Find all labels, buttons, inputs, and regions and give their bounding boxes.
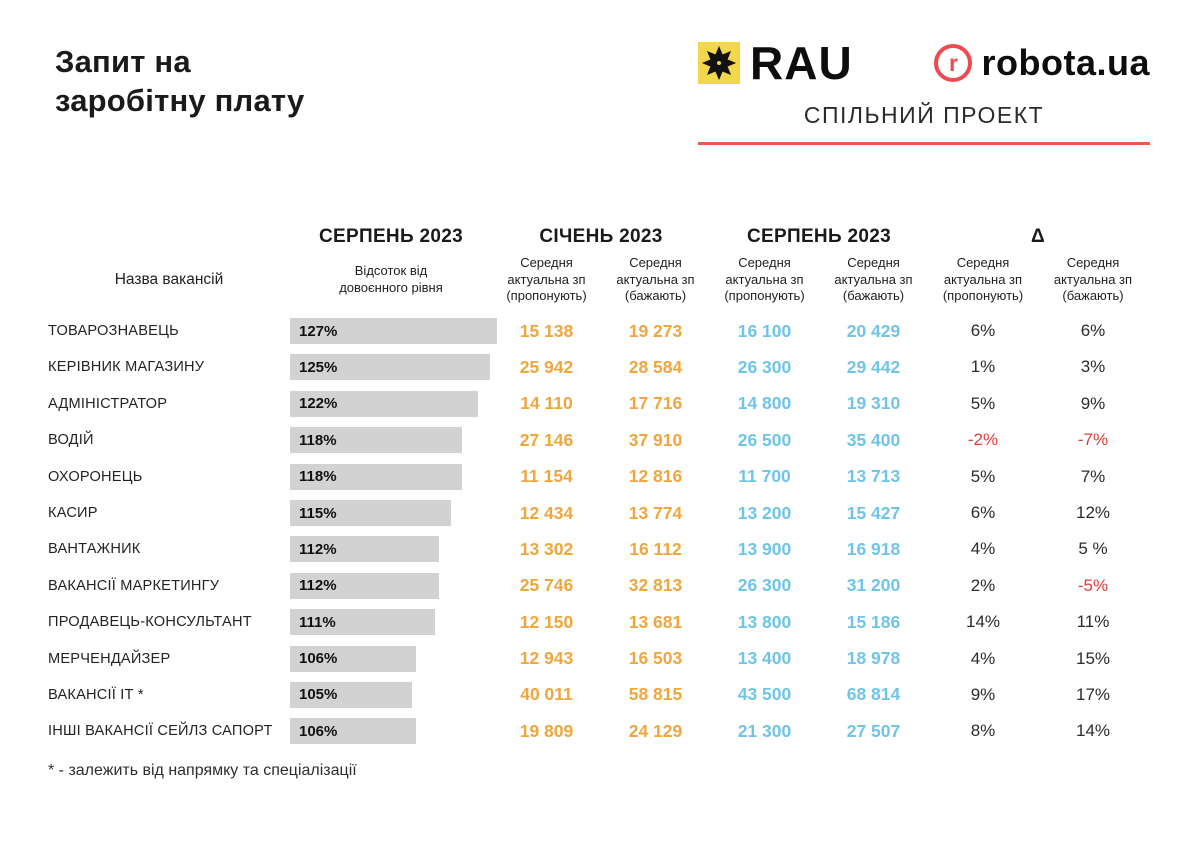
aug-want-value: 18 978: [846, 648, 901, 669]
prewar-pct-bar-cell: [290, 646, 492, 672]
prewar-pct-label: 112%: [299, 577, 337, 595]
group-header-aug: СЕРПЕНЬ 2023: [747, 226, 891, 247]
prewar-pct-bar-cell: [290, 318, 492, 344]
aug-want-value: 31 200: [846, 575, 901, 596]
jan-offer-value: 12 434: [519, 502, 574, 523]
aug-offer-value: 13 800: [737, 611, 792, 632]
job-name: ТОВАРОЗНАВЕЦЬ: [48, 323, 179, 340]
prewar-pct-bar: [290, 536, 439, 562]
prewar-pct-bar: [290, 682, 412, 708]
group-header-delta: Δ: [1031, 226, 1045, 247]
sub-header-row: [48, 255, 1152, 305]
delta-offer-value: 5%: [970, 393, 996, 413]
aug-want-value: 35 400: [846, 429, 901, 450]
delta-offer-value: 5%: [970, 466, 996, 486]
prewar-pct-bar-cell: [290, 682, 492, 708]
rau-star-icon: [698, 42, 740, 84]
page-title: [55, 42, 305, 121]
jan-offer-value: 25 746: [519, 575, 574, 596]
jan-offer-value: 25 942: [519, 356, 574, 377]
prewar-pct-bar-cell: [290, 354, 492, 380]
prewar-pct-bar-cell: [290, 427, 492, 453]
column-header-job-name: Назва вакансій: [114, 271, 224, 289]
table-row: [48, 713, 1152, 749]
delta-offer-value: 6%: [970, 503, 996, 523]
robota-circle-icon: r: [934, 44, 972, 82]
job-name: ПРОДАВЕЦЬ-КОНСУЛЬТАНТ: [48, 614, 252, 631]
prewar-pct-bar-cell: [290, 573, 492, 599]
jan-offer-value: 14 110: [520, 393, 573, 414]
table-row: [48, 422, 1152, 458]
aug-offer-value: 13 900: [737, 538, 792, 559]
prewar-pct-bar: [290, 354, 490, 380]
prewar-pct-bar: [290, 718, 416, 744]
job-name: ВОДІЙ: [48, 432, 94, 449]
column-header-delta-want: Середня актуальна зп (бажають): [1053, 255, 1133, 304]
jan-want-value: 16 503: [628, 648, 683, 669]
aug-want-value: 15 186: [846, 611, 901, 632]
table-row: [48, 568, 1152, 604]
aug-want-value: 19 310: [846, 393, 901, 414]
page-title-line2: заробітну плату: [55, 83, 305, 119]
delta-want-value: 7%: [1080, 466, 1106, 486]
delta-want-value: 5 %: [1078, 539, 1108, 559]
table-row: [48, 349, 1152, 385]
salary-table: [48, 226, 1152, 750]
prewar-pct-label: 106%: [299, 722, 338, 740]
table-row: [48, 677, 1152, 713]
delta-want-value: 6%: [1080, 321, 1106, 341]
delta-want-value: 17%: [1075, 684, 1111, 704]
prewar-pct-bar: [290, 500, 451, 526]
prewar-pct-bar: [290, 573, 439, 599]
delta-want-value: 9%: [1080, 393, 1106, 413]
prewar-pct-label: 122%: [299, 395, 338, 413]
brand-block: [698, 37, 1150, 145]
red-underline: [698, 142, 1150, 145]
jan-want-value: 16 112: [629, 538, 682, 559]
aug-want-value: 27 507: [846, 720, 901, 741]
prewar-pct-label: 125%: [299, 358, 338, 376]
prewar-pct-label: 105%: [299, 686, 338, 704]
jan-want-value: 28 584: [628, 356, 683, 377]
jan-want-value: 37 910: [628, 429, 683, 450]
column-header-aug-offer: Середня актуальна зп (пропонують): [724, 255, 805, 304]
table-row: [48, 531, 1152, 567]
jan-offer-value: 11 154: [520, 466, 573, 487]
aug-want-value: 68 814: [846, 684, 901, 705]
prewar-pct-label: 118%: [299, 431, 337, 449]
footnote: * - залежить від напрямку та спеціалізації: [48, 762, 357, 779]
job-name: АДМІНІСТРАТОР: [48, 395, 168, 412]
group-header-row: [48, 226, 1152, 248]
jan-offer-value: 12 150: [519, 611, 574, 632]
aug-want-value: 13 713: [846, 466, 901, 487]
robota-logo: [934, 44, 1150, 82]
prewar-pct-label: 111%: [299, 613, 336, 631]
prewar-pct-bar-cell: [290, 464, 492, 490]
column-header-jan-offer: Середня актуальна зп (пропонують): [506, 255, 587, 304]
page-title-line1: Запит на: [55, 44, 191, 79]
rau-logo-text: RAU: [750, 37, 853, 89]
delta-offer-value: 2%: [970, 575, 996, 595]
table-body: [48, 313, 1152, 750]
jan-want-value: 58 815: [628, 684, 683, 705]
prewar-pct-bar-cell: [290, 391, 492, 417]
delta-want-value: 12%: [1075, 503, 1111, 523]
aug-offer-value: 16 100: [737, 320, 792, 341]
aug-want-value: 15 427: [846, 502, 901, 523]
delta-offer-value: 14%: [965, 612, 1001, 632]
prewar-pct-label: 106%: [299, 650, 338, 668]
jan-offer-value: 13 302: [519, 538, 574, 559]
prewar-pct-label: 115%: [299, 504, 337, 522]
delta-want-value: -5%: [1077, 575, 1109, 595]
delta-offer-value: 9%: [970, 684, 996, 704]
jan-want-value: 13 681: [628, 611, 683, 632]
prewar-pct-bar: [290, 646, 416, 672]
column-header-jan-want: Середня актуальна зп (бажають): [616, 255, 695, 304]
delta-offer-value: 6%: [970, 321, 996, 341]
robota-logo-text: robota.ua: [981, 42, 1150, 83]
aug-offer-value: 14 800: [737, 393, 792, 414]
prewar-pct-bar-cell: [290, 718, 492, 744]
jan-offer-value: 19 809: [519, 720, 574, 741]
aug-offer-value: 13 200: [737, 502, 792, 523]
group-header-jan: СІЧЕНЬ 2023: [539, 226, 663, 247]
table-row: [48, 495, 1152, 531]
prewar-pct-bar: [290, 427, 462, 453]
aug-offer-value: 26 500: [737, 429, 792, 450]
jan-offer-value: 15 138: [519, 320, 574, 341]
job-name: ВАКАНСІЇ МАРКЕТИНГУ: [48, 577, 220, 594]
job-name: ОХОРОНЕЦЬ: [48, 468, 143, 485]
delta-offer-value: 1%: [970, 357, 996, 377]
table-row: [48, 313, 1152, 349]
column-header-delta-offer: Середня актуальна зп (пропонують): [942, 255, 1024, 304]
delta-want-value: 11%: [1076, 612, 1110, 632]
prewar-pct-bar-cell: [290, 609, 492, 635]
delta-offer-value: 4%: [970, 648, 996, 668]
delta-offer-value: 8%: [970, 721, 996, 741]
column-header-aug-want: Середня актуальна зп (бажають): [834, 255, 913, 304]
prewar-pct-bar: [290, 609, 435, 635]
aug-want-value: 20 429: [846, 320, 901, 341]
delta-want-value: 3%: [1080, 357, 1106, 377]
prewar-pct-bar: [290, 464, 462, 490]
aug-offer-value: 26 300: [737, 356, 792, 377]
jan-offer-value: 27 146: [519, 429, 574, 450]
jan-want-value: 19 273: [628, 320, 683, 341]
job-name: ВАКАНСІЇ ІТ *: [48, 686, 144, 703]
table-row: [48, 386, 1152, 422]
prewar-pct-bar-cell: [290, 500, 492, 526]
jan-offer-value: 12 943: [519, 648, 574, 669]
aug-offer-value: 13 400: [737, 648, 792, 669]
prewar-pct-bar-cell: [290, 536, 492, 562]
aug-offer-value: 26 300: [737, 575, 792, 596]
aug-offer-value: 21 300: [737, 720, 792, 741]
prewar-pct-bar: [290, 318, 497, 344]
aug-offer-value: 43 500: [737, 684, 792, 705]
table-row: [48, 458, 1152, 494]
prewar-pct-label: 112%: [299, 540, 337, 558]
job-name: МЕРЧЕНДАЙЗЕР: [48, 650, 171, 667]
group-header-aug-pct: СЕРПЕНЬ 2023: [319, 226, 463, 247]
table-row: [48, 640, 1152, 676]
jan-offer-value: 40 011: [520, 684, 573, 705]
table-row: [48, 604, 1152, 640]
aug-want-value: 29 442: [846, 356, 901, 377]
jan-want-value: 17 716: [628, 393, 683, 414]
column-header-prewar-pct: Відсоток від довоєнного рівня: [339, 263, 443, 295]
jan-want-value: 13 774: [628, 502, 683, 523]
delta-want-value: 15%: [1075, 648, 1111, 668]
aug-want-value: 16 918: [846, 538, 901, 559]
prewar-pct-label: 118%: [299, 468, 337, 486]
delta-offer-value: -2%: [967, 430, 999, 450]
prewar-pct-label: 127%: [299, 322, 338, 340]
job-name: КЕРІВНИК МАГАЗИНУ: [48, 359, 205, 376]
jan-want-value: 12 816: [628, 466, 683, 487]
job-name: ІНШІ ВАКАНСІЇ СЕЙЛЗ САПОРТ: [48, 723, 273, 740]
prewar-pct-bar: [290, 391, 478, 417]
jan-want-value: 32 813: [628, 575, 683, 596]
job-name: КАСИР: [48, 505, 98, 522]
delta-want-value: -7%: [1077, 430, 1109, 450]
jan-want-value: 24 129: [628, 720, 683, 741]
job-name: ВАНТАЖНИК: [48, 541, 141, 558]
delta-want-value: 14%: [1075, 721, 1111, 741]
rau-logo: [698, 37, 853, 89]
joint-project-subtitle: СПІЛЬНИЙ ПРОЕКТ: [803, 102, 1045, 128]
delta-offer-value: 4%: [970, 539, 996, 559]
aug-offer-value: 11 700: [738, 466, 791, 487]
